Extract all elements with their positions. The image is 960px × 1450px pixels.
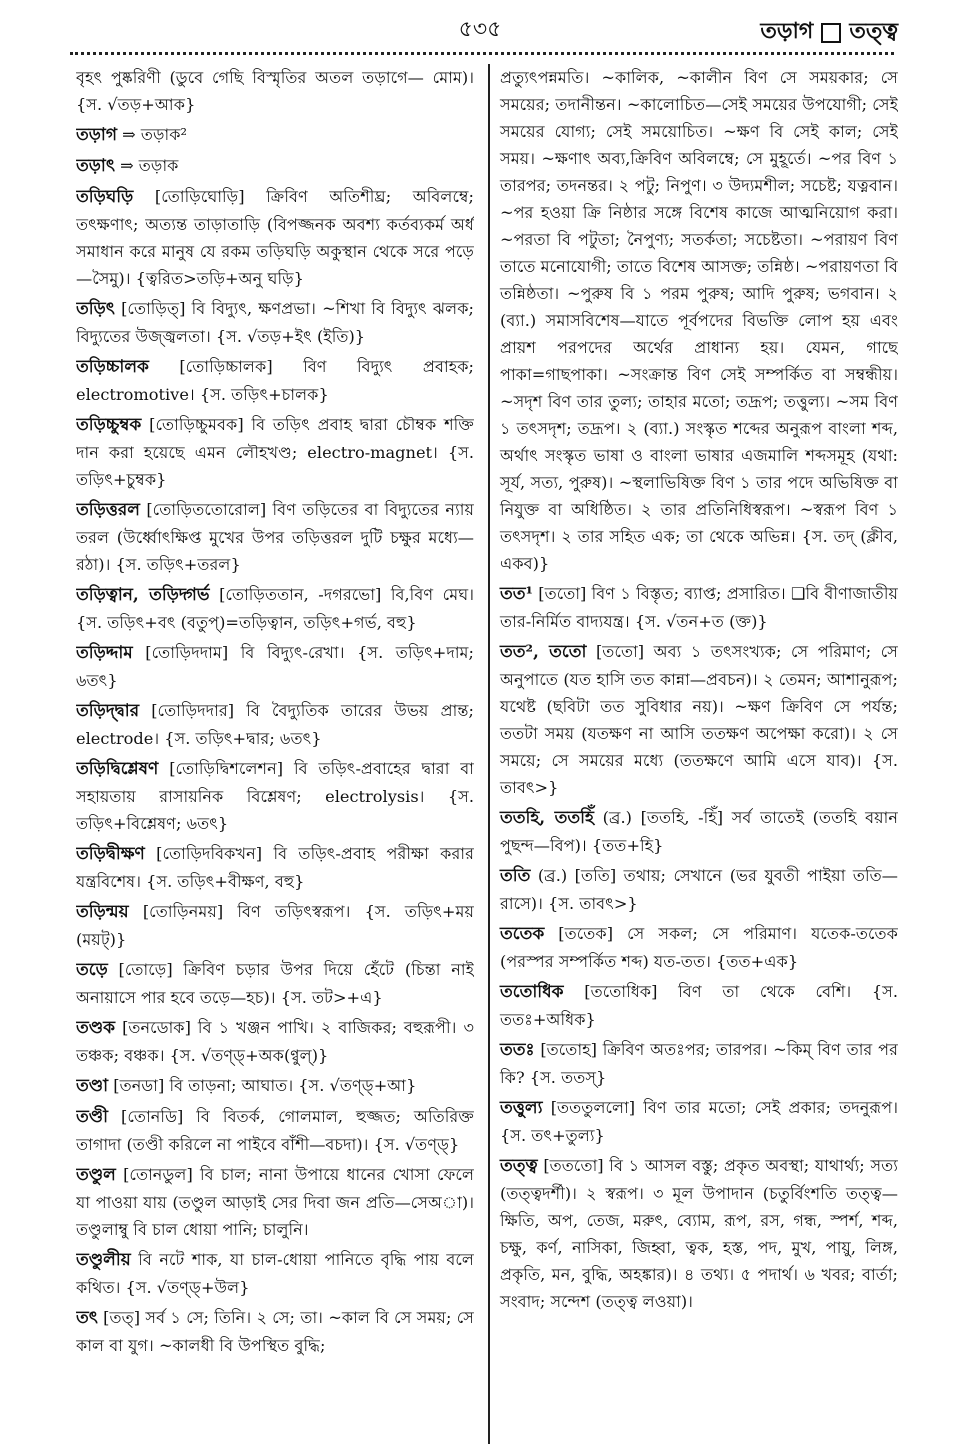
entry-definition: ⇒ তড়াক: [120, 156, 179, 175]
entry-headword: ততঃ: [500, 1040, 535, 1060]
page-header: [0, 0, 960, 60]
dictionary-entry: [76, 1246, 474, 1301]
entry-definition: [ততোধিক] বিণ তা থেকে বেশি। {স. ততঃ+অধিক}: [500, 982, 898, 1029]
dictionary-entry: [500, 64, 898, 577]
entry-definition: বি নটে শাক, যা চাল-ধোয়া পানিতে বৃদ্ধি পায় বলে কথিত। {স. √তণ্ড্+উল}: [76, 1250, 474, 1297]
entry-headword: তত², ততো: [500, 642, 587, 662]
dictionary-entry: [76, 183, 474, 292]
box-separator-icon: [821, 23, 841, 43]
dictionary-entry: [76, 840, 474, 895]
entry-definition: [তোনডুল] বি চাল; নানা উপায়ে ধানের খোসা ফেলে যা পাওয়া যায় (তণ্ডুল আড়াই সের দিবা জন প্রতি—সেঅা)। তণ্ডুলাম্বু বি চাল ধোয়া পানি; চালুনি।: [76, 1165, 474, 1239]
dictionary-entry: [500, 638, 898, 801]
entry-definition: (ব্র.) [ততহি, -হিঁ] সর্ব তাতেই (ততহি বয়ান পুছন্দ—বিপ)। {তত+হি}: [500, 808, 898, 855]
entry-definition: [তোড়িঘোড়ি] ক্রিবিণ অতিশীঘ্র; অবিলম্বে; তৎক্ষণাৎ; অত্যন্ত তাড়াতাড়ি (বিপজ্জনক অবশ্য কর্তব্যকর্ম অর্ধ সমাধান করে মানুষ যে রকম তড়িঘড়ি অকুস্থান থেকে সরে পড়ে—সৈমু)। {ত্বরিত>তড়ি+অনু ঘড়ি}: [76, 187, 474, 288]
entry-headword: তৎ: [76, 1308, 98, 1328]
entry-headword: তড়াগ: [76, 125, 117, 145]
dictionary-entry: [76, 639, 474, 694]
entry-headword: তণ্ডুল: [76, 1165, 116, 1185]
entry-definition: [তোড়িচ্চুমবক] বি তড়িৎ প্রবাহ দ্বারা চৌম্বক শক্তি দান করা হয়েছে এমন লৌহখণ্ড; electro-magnet। {স. তড়িৎ+চুম্বক}: [76, 415, 474, 489]
dictionary-entry: [76, 496, 474, 578]
header-rule: [70, 52, 894, 55]
entry-definition: [তোড়িদ্বিশলেশন] বি তড়িৎ-প্রবাহের দ্বারা বা সহায়তায় রাসায়নিক বিশ্লেষণ; electrolysis। {স. তড়িৎ+বিশ্লেষণ; ৬তৎ}: [76, 759, 474, 833]
entry-definition: [তোড়ে] ক্রিবিণ চড়ার উপর দিয়ে হেঁটে (চিন্তা নাই অনায়াসে পার হবে তড়ে—হচ)। {স. তট>+এ}: [76, 960, 474, 1007]
entry-definition: [তোড়িদবিকখন] বি তড়িৎ-প্রবাহ পরীক্ষা করার যন্ত্রবিশেষ। {স. তড়িৎ+বীক্ষণ, বহু}: [76, 844, 474, 891]
dictionary-entry: [76, 956, 474, 1011]
entry-headword: তড়িদ্দ্বার: [76, 701, 140, 721]
entry-definition: [তনডোক] বি ১ খঞ্জন পাখি। ২ বাজিকর; বহুরূপী। ৩ তঞ্চক; বঞ্চক। {স. √তণ্ড্+অক(ণ্বুল্)}: [76, 1018, 474, 1065]
entry-definition: [ততেক] সে সকল; সে পরিমাণ। যতেক-ততেক (পরস্পর সম্পর্কিত শব্দ) যত-তত। {তত+এক}: [500, 924, 898, 971]
entry-definition: [তোড়িচ্চালক] বিণ বিদ্যুৎ প্রবাহক; electromotive। {স. তড়িৎ+চালক}: [76, 357, 474, 404]
guide-word-last: তত্ত্ব: [849, 19, 898, 44]
entry-headword: তণ্ডী: [76, 1107, 109, 1127]
entry-definition: ⇒ তড়াক²: [122, 125, 188, 144]
dictionary-entry: [500, 1036, 898, 1091]
entry-definition: বৃহৎ পুষ্করিণী (ডুবে গেছি বিস্মৃতির অতল তড়াগে— মোম)। {স. √তড়+আক}: [76, 68, 474, 114]
entry-definition: [তোড়িদদাম] বি বিদ্যুৎ-রেখা। {স. তড়িৎ+দাম; ৬তৎ}: [76, 643, 474, 690]
entry-definition: [তনডা] বি তাড়না; আঘাত। {স. √তণ্ড্+আ}: [113, 1076, 417, 1095]
entry-headword: তড়িদ্বিশ্লেষণ: [76, 759, 159, 779]
entry-definition: [তোড়িততান, -দগরভো] বি,বিণ মেঘ। {স. তড়িৎ+বৎ (বতুপ্)=তড়িত্বান, তড়িৎ+গর্ভ, বহু}: [76, 585, 474, 632]
entry-headword: তড়িত্তরল: [76, 500, 140, 520]
entry-definition: [ততো] বিণ ১ বিস্তৃত; ব্যাপ্ত; প্রসারিত। ❑বি বীণাজাতীয় তার-নির্মিত বাদ্যযন্ত্র। {স. √তন+ত (ক্ত)}: [500, 584, 898, 631]
dictionary-entry: [500, 804, 898, 859]
dictionary-entry: [76, 581, 474, 636]
entry-headword: তণ্ডুলীয়: [76, 1250, 131, 1270]
right-column: [488, 64, 898, 1444]
entry-definition: [তত্] সর্ব ১ সে; তিনি। ২ সে; তা। ~কাল বি সে সময়; সে কাল বা যুগ। ~কালধী বি উপস্থিত বুদ্ধি;: [76, 1308, 474, 1355]
entry-definition: [তোনডি] বি বিতর্ক, গোলমাল, হুজ্জত; অতিরিক্ত তাগাদা (তণ্ডী করিলে না পাইবে বাঁশী—বচদা)। {স. √তণ্ড্}: [76, 1107, 474, 1154]
entry-headword: তড়িচ্চুম্বক: [76, 415, 142, 435]
entry-headword: ততেক: [500, 924, 545, 944]
entry-headword: তড়িঘড়ি: [76, 187, 134, 207]
entry-headword: তড়িন্ময়: [76, 902, 129, 922]
entry-definition: [ততো] অব্য ১ তৎসংখ্যক; সে পরিমাণ; সে অনুপাতে (যত হাসি তত কান্না—প্রবচন)। ২ তেমন; আশানুরূপ; যথেষ্ট (ছবিটা তত সুবিধার নয়)। ~ক্ষণ ক্রিবিণ সে পর্যন্ত; ততটা সময় (যতক্ষণ না আসি ততক্ষণ অপেক্ষা করো)। ২ সে সময়ে; সে সময়ের মধ্যে (ততক্ষণে আমি এসে যাব)। {স. তাবৎ>}: [500, 642, 898, 797]
dictionary-entry: [76, 411, 474, 493]
entry-headword: তত¹: [500, 584, 533, 604]
entry-headword: তণ্ডা: [76, 1076, 109, 1096]
dictionary-entry: [76, 1161, 474, 1243]
entry-headword: ততোধিক: [500, 982, 564, 1002]
dictionary-entry: [76, 755, 474, 837]
dictionary-columns: [76, 64, 898, 1444]
entry-headword: তড়িদ্দাম: [76, 643, 133, 663]
dictionary-entry: [76, 295, 474, 350]
entry-headword: ততহি, ততহিঁ: [500, 808, 594, 828]
dictionary-entry: [76, 1304, 474, 1359]
entry-headword: তত্তুল্য: [500, 1098, 543, 1118]
entry-definition: [তোড়িততোরোল] বিণ তড়িতের বা বিদ্যুতের ন্যায় তরল (উর্ধ্বোৎক্ষিপ্ত মুখের উপর তড়িত্তরল দুটি চক্ষুর মধ্যে— রঠা)। {স. তড়িৎ+তরল}: [76, 500, 474, 574]
entry-definition: (ব্র.) [ততি] তথায়; সেখানে (ভর যুবতী পাইয়া ততি—রাসে)। {স. তাবৎ>}: [500, 866, 898, 913]
dictionary-entry: [76, 697, 474, 752]
entry-definition: [তোড়িনময়] বিণ তড়িৎস্বরূপ। {স. তড়িৎ+ময় (ময়ট্)}: [76, 902, 474, 949]
entry-headword: তড়িচ্চালক: [76, 357, 149, 377]
dictionary-entry: [500, 920, 898, 975]
entry-definition: [ততোহ] ক্রিবিণ অতঃপর; তারপর। ~কিম্ বিণ তার পর কি? {স. ততস্}: [500, 1040, 898, 1087]
entry-headword: ততি: [500, 866, 531, 886]
page-number: ৫৩৫: [458, 17, 502, 42]
dictionary-entry: [76, 152, 474, 180]
entry-headword: তড়িত্বান, তড়িদ্গর্ভ: [76, 585, 210, 605]
running-head: [760, 14, 898, 51]
guide-word-first: তড়াগ: [760, 19, 814, 44]
entry-definition: [তততো] বি ১ আসল বস্তু; প্রকৃত অবস্থা; যাথার্থ্য; সত্য (তত্ত্বদর্শী)। ২ স্বরূপ। ৩ মূল উপাদান (চতুর্বিংশতি তত্ত্ব—ক্ষিতি, অপ, তেজ, মরুৎ, ব্যোম, রূপ, রস, গন্ধ, স্পর্শ, শব্দ, চক্ষু, কর্ণ, নাসিকা, জিহ্বা, ত্বক, হস্ত, পদ, মুখ, পায়ু, লিঙ্গ, প্রকৃতি, মন, বুদ্ধি, অহঙ্কার)। ৪ তথ্য। ৫ পদার্থ। ৬ খবর; বার্তা; সংবাদ; সন্দেশ (তত্ত্ব লওয়া)।: [500, 1156, 898, 1311]
left-column: [76, 64, 474, 1444]
entry-headword: তণ্ডক: [76, 1018, 116, 1038]
entry-headword: তড়িৎ: [76, 299, 115, 319]
entry-headword: তড়াৎ: [76, 156, 115, 176]
entry-headword: তড়ে: [76, 960, 108, 980]
entry-definition: [তোড়িদদার] বি বৈদ্যুতিক তারের উভয় প্রান্ত; electrode। {স. তড়িৎ+দ্বার; ৬তৎ}: [76, 701, 474, 748]
dictionary-entry: [500, 978, 898, 1033]
dictionary-entry: [500, 862, 898, 917]
dictionary-entry: [76, 1103, 474, 1158]
dictionary-entry: [500, 580, 898, 635]
dictionary-entry: [76, 1014, 474, 1069]
entry-definition: [তততুললো] বিণ তার মতো; সেই প্রকার; তদনুরূপ। {স. তৎ+তুল্য}: [500, 1098, 898, 1145]
dictionary-entry: [76, 121, 474, 149]
dictionary-entry: [76, 353, 474, 408]
dictionary-entry: [500, 1094, 898, 1149]
dictionary-entry: [500, 1152, 898, 1315]
dictionary-entry: [76, 1072, 474, 1100]
dictionary-entry: [76, 64, 474, 118]
entry-headword: তত্ত্ব: [500, 1156, 538, 1176]
dictionary-entry: [76, 898, 474, 953]
entry-definition: [তোড়িত্] বি বিদ্যুৎ, ক্ষণপ্রভা। ~শিখা বি বিদ্যুৎ ঝলক; বিদ্যুতের উজ্জ্বলতা। {স. √তড়+ইৎ (ইতি)}: [76, 299, 474, 346]
entry-headword: তড়িদ্বীক্ষণ: [76, 844, 145, 864]
entry-definition: প্রত্যুৎপন্নমতি। ~কালিক, ~কালীন বিণ সে সময়কার; সে সময়ের; তদানীন্তন। ~কালোচিত—সেই সময়ের উপযোগী; সেই সময়ের যোগ্য; সেই সময়োচিত। ~ক্ষণ বি সেই কাল; সেই সময়। ~ক্ষণাৎ অব্য,ক্রিবিণ অবিলম্বে; সে মুহূর্তে। ~পর বিণ ১ তারপর; তদনন্তর। ২ পটু; নিপুণ। ৩ উদ্যমশীল; সচেষ্ট; যত্নবান। ~পর হওয়া ক্রি নিষ্ঠার সঙ্গে বিশেষ কাজে আত্মনিয়োগ করা। ~পরতা বি পটুতা; নৈপুণ্য; সতর্কতা; সচেষ্টতা। ~পরায়ণ বিণ তাতে মনোযোগী; তাতে বিশেষ আসক্ত; তন্নিষ্ঠ। ~পরায়ণতা বি তন্নিষ্ঠতা। ~পুরুষ বি ১ পরম পুরুষ; আদি পুরুষ; ভগবান। ২ (ব্যা.) সমাসবিশেষ—যাতে পূর্বপদের বিভক্তি লোপ হয় এবং প্রায়শ পরপদের অর্থের প্রাধান্য হয়। যেমন, গাছে পাকা=গাছপাকা। ~সংক্রান্ত বিণ সেই সম্পর্কিত বা সম্বন্ধীয়। ~সদৃশ বিণ তার তুল্য; তাহার মতো; তদ্রূপ; তত্তুল্য। ~সম বিণ ১ তৎসদৃশ; তদ্রূপ। ২ (ব্যা.) সংস্কৃত শব্দের অনুরূপ বাংলা শব্দ, অর্থাৎ সংস্কৃত ভাষা ও বাংলা ভাষার এজমালি শব্দসমূহ (যথা: সূর্য, সত্য, পুরুষ)। ~স্থলাভিষিক্ত বিণ ১ তার পদে অভিষিক্ত বা নিযুক্ত বা অধিষ্ঠিত। ২ তার প্রতিনিধিস্বরূপ। ~স্বরূপ বিণ ১ তৎসদৃশ। ২ তার সহিত এক; তা থেকে অভিন্ন। {স. তদ্ (ক্লীব, একব)}: [500, 68, 898, 573]
